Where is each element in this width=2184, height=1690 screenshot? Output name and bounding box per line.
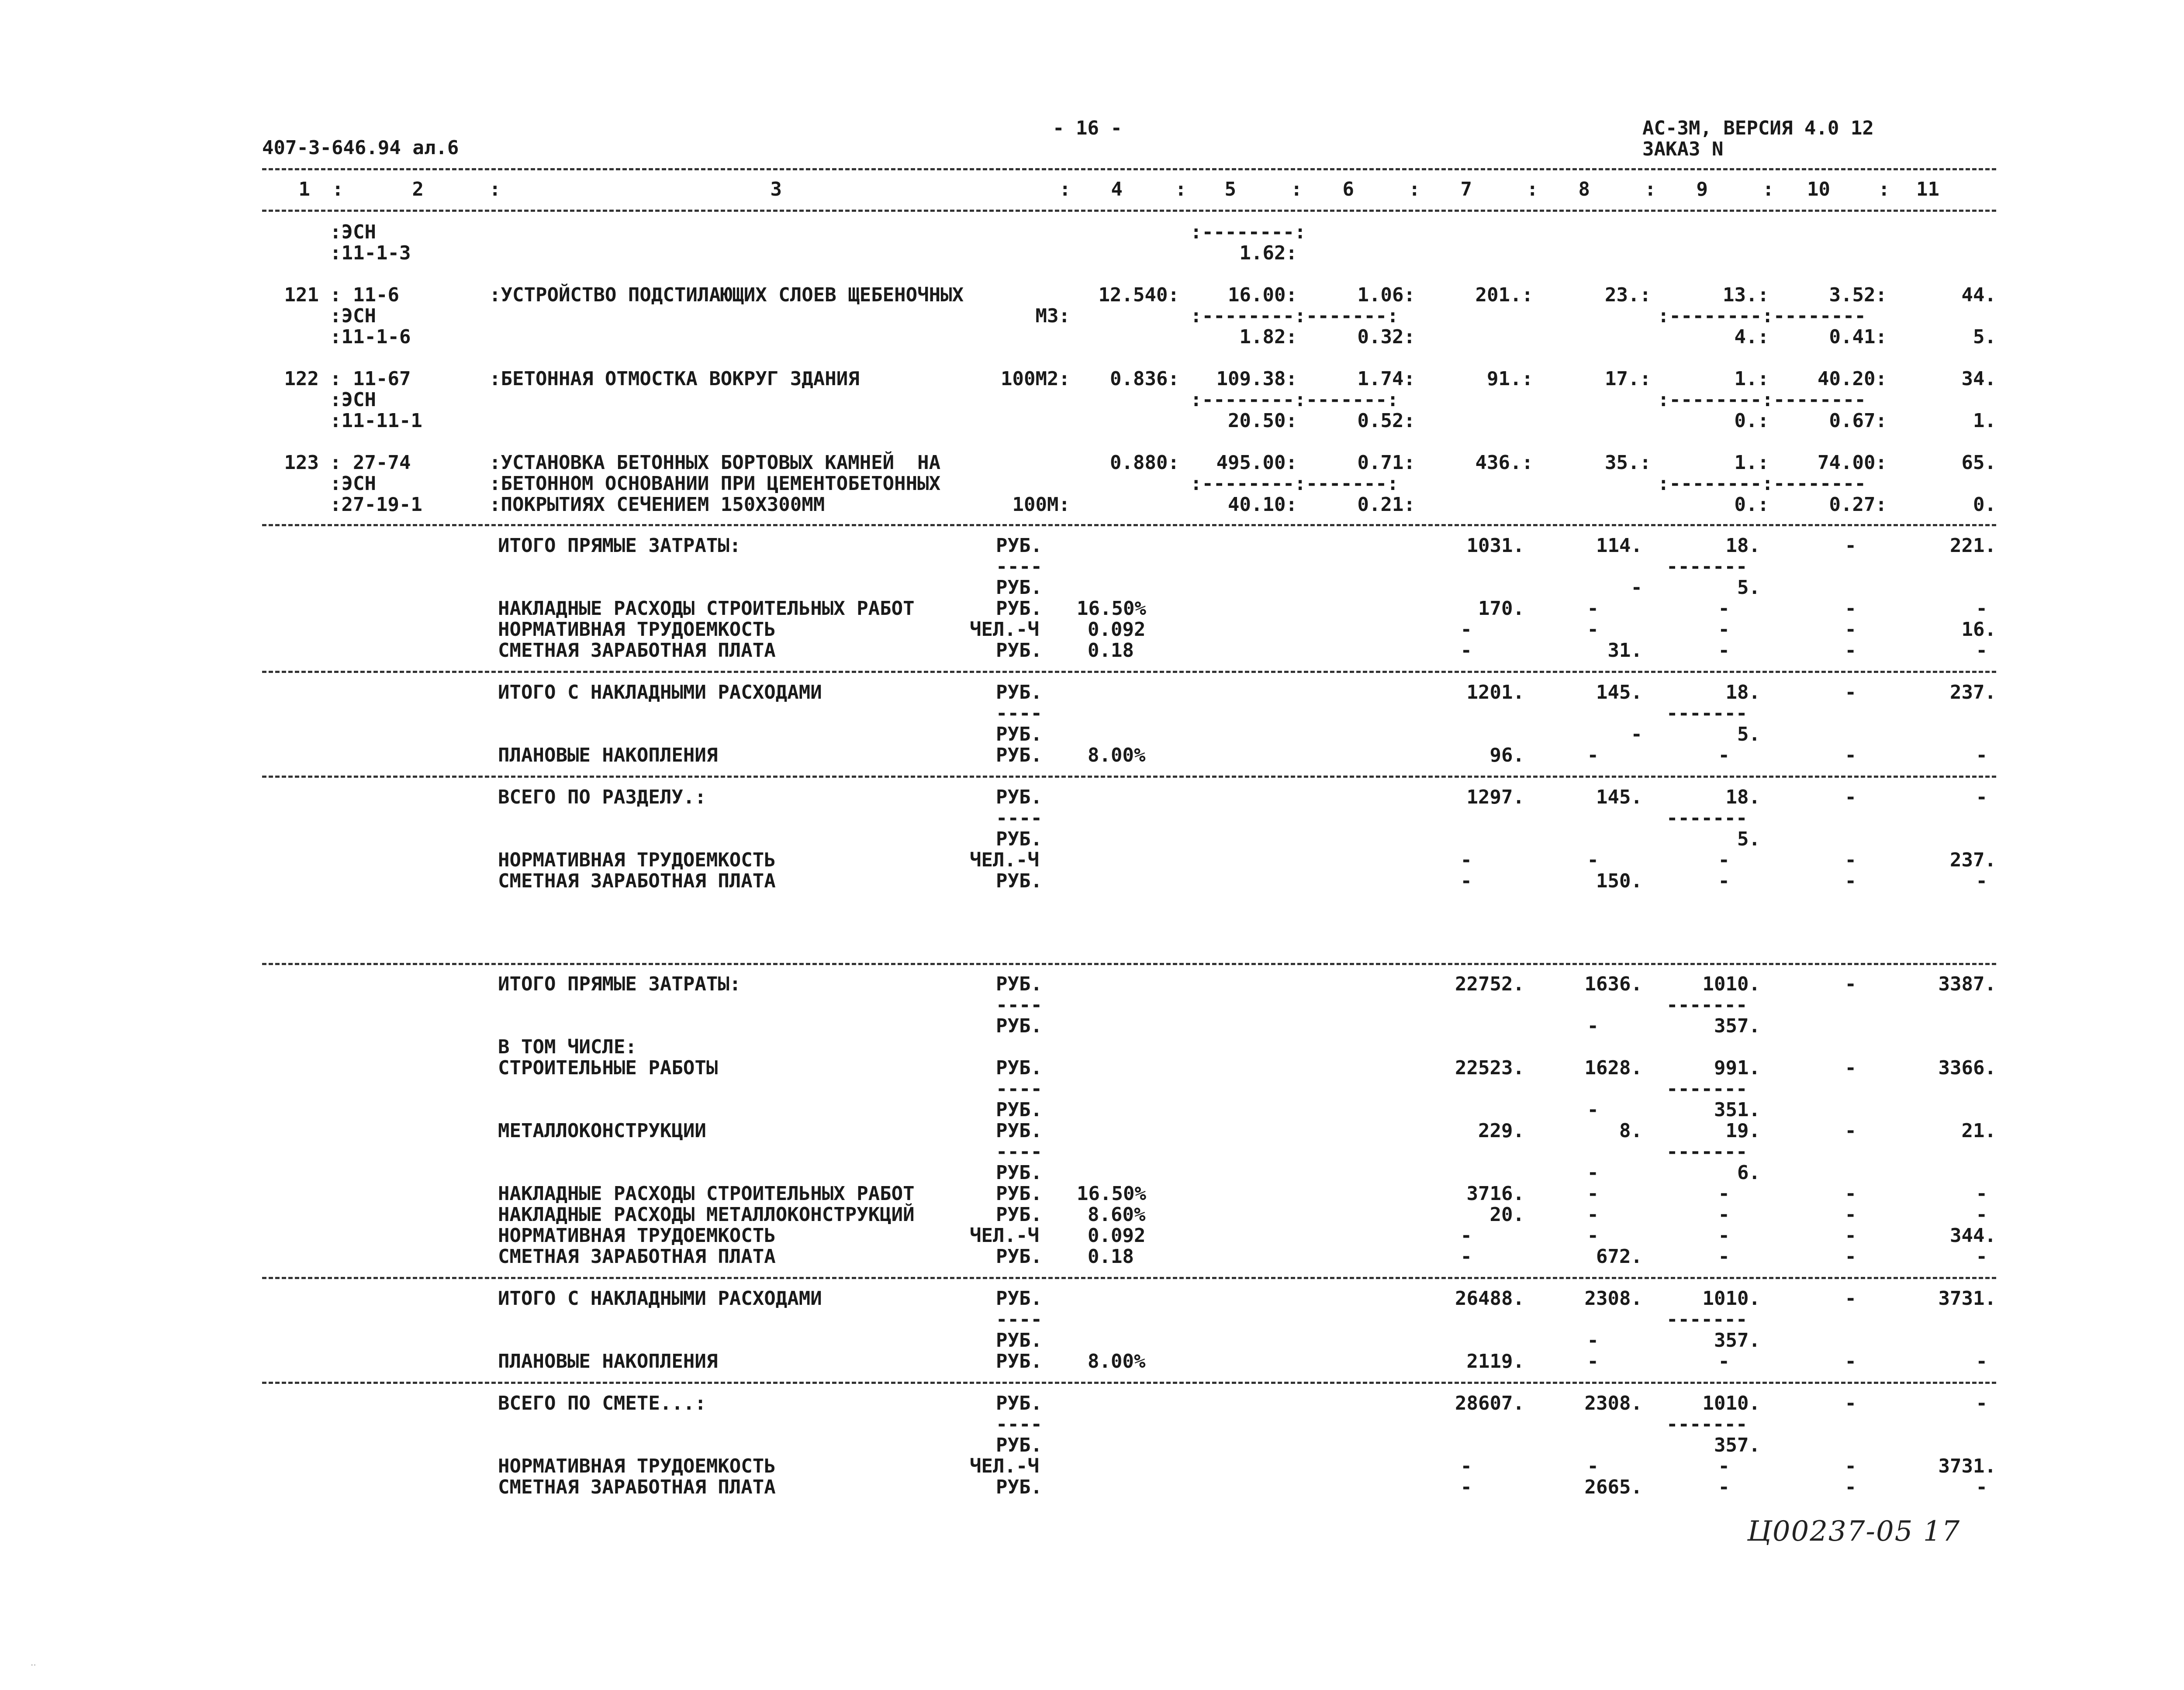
summary-unit: РУБ.	[996, 1162, 1042, 1184]
subtotal-dash: -------	[1666, 807, 1748, 829]
cell-value: -	[1976, 744, 1987, 766]
cell-value: -	[1718, 597, 1730, 620]
summary-label: НОРМАТИВНАЯ ТРУДОЕМКОСТЬ	[498, 1455, 776, 1477]
cell-value: -	[1718, 1183, 1730, 1205]
summary-label: НОРМАТИВНАЯ ТРУДОЕМКОСТЬ	[498, 849, 776, 871]
summary-rate: 0.092	[1088, 618, 1146, 641]
cell-value: -	[1845, 849, 1856, 871]
summary-rate: 0.18	[1088, 639, 1134, 662]
cell-value: -	[1845, 786, 1856, 808]
scan-mark: ..	[31, 1657, 36, 1668]
subtotal-dash: -------	[1666, 1413, 1748, 1435]
summary-unit: РУБ.	[996, 1392, 1042, 1414]
summary-unit: РУБ.	[996, 1057, 1042, 1079]
subtotal-dash: -------	[1666, 1141, 1748, 1163]
summary-label: В ТОМ ЧИСЛЕ:	[498, 1036, 637, 1058]
cell-value: -	[1718, 1204, 1730, 1226]
summary-unit: РУБ.	[996, 1245, 1042, 1268]
cell-value: 1.62:	[1239, 242, 1297, 264]
item-description: :БЕТОННОМ ОСНОВАНИИ ПРИ ЦЕМЕНТОБЕТОННЫХ	[489, 473, 941, 495]
cell-value: -	[1718, 639, 1730, 662]
subtotal-dash: ----	[996, 702, 1042, 724]
summary-rate: 8.00%	[1088, 1350, 1146, 1373]
cell-value: 672.	[1596, 1245, 1642, 1268]
cell-quantity: 0.880:	[1110, 452, 1179, 474]
column-number: 4	[1111, 178, 1123, 200]
cell-value: 0.67:	[1829, 410, 1887, 432]
summary-label: ИТОГО С НАКЛАДНЫМИ РАСХОДАМИ	[498, 1287, 822, 1310]
cell-value: 357.	[1714, 1329, 1760, 1352]
cell-value: 344.	[1950, 1224, 1996, 1247]
cell-value: 0.21:	[1357, 493, 1415, 516]
column-separator: :	[1291, 178, 1303, 200]
summary-unit: РУБ.	[996, 973, 1042, 995]
subtotal-dash: ----	[996, 555, 1042, 578]
cell-value: -	[1718, 870, 1730, 892]
item-description: :БЕТОННАЯ ОТМОСТКА ВОКРУГ ЗДАНИЯ	[489, 368, 860, 390]
summary-label: ИТОГО С НАКЛАДНЫМИ РАСХОДАМИ	[498, 681, 822, 704]
cell-value: -	[1976, 1204, 1987, 1226]
divider	[262, 168, 1996, 170]
order-label: ЗАКАЗ N	[1642, 138, 1724, 160]
summary-unit: РУБ.	[996, 1120, 1042, 1142]
column-separator: :	[1059, 178, 1071, 200]
cell-value: 19.	[1725, 1120, 1760, 1142]
summary-label: НАКЛАДНЫЕ РАСХОДЫ МЕТАЛЛОКОНСТРУКЦИЙ	[498, 1204, 915, 1226]
subtotal-dash: -------	[1666, 555, 1748, 578]
summary-label: ПЛАНОВЫЕ НАКОПЛЕНИЯ	[498, 1350, 718, 1373]
cell-value: 1297.	[1466, 786, 1524, 808]
cell-value: 1031.	[1466, 535, 1524, 557]
cell-value: 20.50:	[1228, 410, 1297, 432]
cell-value: 44.	[1961, 284, 1996, 306]
cell-value: 16.	[1961, 618, 1996, 641]
subtotal-dash: -------	[1666, 1078, 1748, 1100]
cell-value: 0.:	[1734, 493, 1769, 516]
cell-value: 31.	[1607, 639, 1642, 662]
item-unit: 100М2:	[1001, 368, 1070, 390]
cell-value: 13.:	[1723, 284, 1769, 306]
item-code: :11-11-1	[330, 410, 422, 432]
cell-value: 5.	[1737, 828, 1760, 850]
cell-value: -	[1718, 1476, 1730, 1498]
column-number: 6	[1342, 178, 1354, 200]
cell-value: -	[1845, 1287, 1856, 1310]
item-code: :11-1-6	[330, 326, 411, 348]
item-code: : 11-6	[330, 284, 399, 306]
cell-value: -	[1587, 1162, 1599, 1184]
cell-value: 4.:	[1734, 326, 1769, 348]
item-code: :ЭСН	[330, 221, 376, 243]
cell-value: 1.82:	[1239, 326, 1297, 348]
cell-value: -	[1976, 639, 1987, 662]
cell-value: 3731.	[1938, 1287, 1996, 1310]
cell-value: -	[1587, 849, 1599, 871]
cell-value: 237.	[1950, 849, 1996, 871]
cell-value: -	[1845, 870, 1856, 892]
subtotal-dash: :--------:--------	[1658, 473, 1866, 495]
column-number: 2	[412, 178, 424, 200]
summary-unit: РУБ.	[996, 1476, 1042, 1498]
item-number: 123	[284, 452, 319, 474]
column-number: 11	[1916, 178, 1939, 200]
cell-value: 150.	[1596, 870, 1642, 892]
column-separator: :	[1762, 178, 1774, 200]
summary-label: СМЕТНАЯ ЗАРАБОТНАЯ ПЛАТА	[498, 639, 776, 662]
cell-value: -	[1718, 1350, 1730, 1373]
subtotal-dash: ----	[996, 807, 1042, 829]
cell-value: 221.	[1950, 535, 1996, 557]
divider	[262, 524, 1996, 526]
summary-label: НАКЛАДНЫЕ РАСХОДЫ СТРОИТЕЛЬНЫХ РАБОТ	[498, 597, 915, 620]
cell-value: 1628.	[1584, 1057, 1642, 1079]
summary-rate: 8.00%	[1088, 744, 1146, 766]
item-code: :27-19-1	[330, 493, 422, 516]
cell-value: 23.:	[1605, 284, 1651, 306]
cell-quantity: 12.540:	[1098, 284, 1179, 306]
cell-value: 1.:	[1734, 452, 1769, 474]
summary-unit: РУБ.	[996, 1015, 1042, 1037]
item-number: 122	[284, 368, 319, 390]
cell-value: 3.52:	[1829, 284, 1887, 306]
cell-value: -	[1845, 1455, 1856, 1477]
summary-label: МЕТАЛЛОКОНСТРУКЦИИ	[498, 1120, 706, 1142]
subtotal-dash: ----	[996, 1078, 1042, 1100]
item-description: :УСТАНОВКА БЕТОННЫХ БОРТОВЫХ КАМНЕЙ НА	[489, 452, 941, 474]
cell-value: -	[1718, 1245, 1730, 1268]
cell-value: -	[1845, 744, 1856, 766]
cell-value: 145.	[1596, 786, 1642, 808]
cell-value: -	[1587, 1455, 1599, 1477]
summary-unit: РУБ.	[996, 1099, 1042, 1121]
summary-rate: 0.18	[1088, 1245, 1134, 1268]
divider	[262, 671, 1996, 673]
cell-value: -	[1587, 1329, 1599, 1352]
summary-unit: РУБ.	[996, 870, 1042, 892]
summary-rate: 8.60%	[1088, 1204, 1146, 1226]
column-separator: :	[1175, 178, 1187, 200]
cell-value: -	[1587, 1224, 1599, 1247]
divider	[262, 1382, 1996, 1384]
cell-value: -	[1718, 1455, 1730, 1477]
cell-value: -	[1845, 973, 1856, 995]
subtotal-dash: :--------:--------	[1658, 305, 1866, 327]
cell-value: 40.10:	[1228, 493, 1297, 516]
cell-value: -	[1587, 1350, 1599, 1373]
summary-unit: РУБ.	[996, 1287, 1042, 1310]
subtotal-dash: ----	[996, 1141, 1042, 1163]
cell-value: -	[1845, 618, 1856, 641]
item-unit: М3:	[1035, 305, 1070, 327]
cell-value: -	[1976, 1392, 1987, 1414]
cell-value: 5.	[1737, 723, 1760, 745]
cell-value: 65.	[1961, 452, 1996, 474]
cell-value: 26488.	[1455, 1287, 1524, 1310]
cell-value: 0.52:	[1357, 410, 1415, 432]
item-code: :ЭСН	[330, 473, 376, 495]
cell-value: -	[1845, 1476, 1856, 1498]
cell-value: 8.	[1619, 1120, 1642, 1142]
cell-value: -	[1845, 535, 1856, 557]
column-separator: :	[489, 178, 501, 200]
cell-value: 18.	[1725, 681, 1760, 704]
cell-value: 2665.	[1584, 1476, 1642, 1498]
cell-value: -	[1845, 1183, 1856, 1205]
summary-rate: 16.50%	[1077, 597, 1146, 620]
divider	[262, 1277, 1996, 1279]
cell-value: 1636.	[1584, 973, 1642, 995]
page-number: - 16 -	[1053, 117, 1122, 139]
cell-value: -	[1631, 723, 1642, 745]
cell-value: 1.	[1973, 410, 1996, 432]
cell-value: 145.	[1596, 681, 1642, 704]
cell-value: 2308.	[1584, 1392, 1642, 1414]
cell-value: 237.	[1950, 681, 1996, 704]
cell-value: 0.	[1973, 493, 1996, 516]
summary-label: НОРМАТИВНАЯ ТРУДОЕМКОСТЬ	[498, 1224, 776, 1247]
summary-unit: РУБ.	[996, 828, 1042, 850]
item-code: : 27-74	[330, 452, 411, 474]
cell-value: -	[1460, 1455, 1472, 1477]
cell-value: 1010.	[1702, 973, 1760, 995]
subtotal-dash: -------	[1666, 1308, 1748, 1331]
cell-value: -	[1845, 1245, 1856, 1268]
item-code: :ЭСН	[330, 389, 376, 411]
cell-value: -	[1718, 1224, 1730, 1247]
cell-value: -	[1845, 1057, 1856, 1079]
summary-rate: 0.092	[1088, 1224, 1146, 1247]
item-description: :УСТРОЙСТВО ПОДСТИЛАЮЩИХ СЛОЕВ ЩЕБЕНОЧНЫХ	[489, 284, 964, 306]
cell-value: 5.	[1737, 576, 1760, 599]
cell-value: 1.74:	[1357, 368, 1415, 390]
cell-value: 20.	[1489, 1204, 1524, 1226]
column-number: 10	[1807, 178, 1830, 200]
cell-value: -	[1976, 1350, 1987, 1373]
cell-value: 74.00:	[1818, 452, 1887, 474]
summary-unit: РУБ.	[996, 597, 1042, 620]
summary-label: ВСЕГО ПО СМЕТЕ...:	[498, 1392, 706, 1414]
cell-value: -	[1460, 1245, 1472, 1268]
cell-value: 1010.	[1702, 1392, 1760, 1414]
cell-value: 2119.	[1466, 1350, 1524, 1373]
cell-value: 3366.	[1938, 1057, 1996, 1079]
item-unit: 100М:	[1012, 493, 1070, 516]
cell-value: 28607.	[1455, 1392, 1524, 1414]
summary-unit: ЧЕЛ.-Ч	[970, 849, 1039, 871]
column-number: 3	[770, 178, 782, 200]
cell-value: -	[1976, 1183, 1987, 1205]
cell-value: 18.	[1725, 786, 1760, 808]
cell-value: -	[1460, 1476, 1472, 1498]
summary-label: СМЕТНАЯ ЗАРАБОТНАЯ ПЛАТА	[498, 1476, 776, 1498]
summary-unit: РУБ.	[996, 1434, 1042, 1456]
cell-value: 2308.	[1584, 1287, 1642, 1310]
summary-unit: РУБ.	[996, 786, 1042, 808]
cell-value: -	[1587, 744, 1599, 766]
summary-unit: РУБ.	[996, 1204, 1042, 1226]
cell-value: 17.:	[1605, 368, 1651, 390]
cell-value: 0.71:	[1357, 452, 1415, 474]
cell-value: 5.	[1973, 326, 1996, 348]
column-separator: :	[1878, 178, 1890, 200]
cell-value: -	[1845, 1392, 1856, 1414]
summary-unit: РУБ.	[996, 535, 1042, 557]
subtotal-dash: :--------:-------:	[1190, 389, 1399, 411]
divider	[262, 963, 1996, 965]
subtotal-dash: :--------:-------:	[1190, 473, 1399, 495]
column-number: 7	[1460, 178, 1472, 200]
cell-value: -	[1976, 1245, 1987, 1268]
cell-value: -	[1845, 1204, 1856, 1226]
cell-value: -	[1587, 1183, 1599, 1205]
cell-value: -	[1845, 597, 1856, 620]
cell-value: -	[1718, 744, 1730, 766]
summary-label: ПЛАНОВЫЕ НАКОПЛЕНИЯ	[498, 744, 718, 766]
cell-value: -	[1587, 1099, 1599, 1121]
cell-quantity: 0.836:	[1110, 368, 1179, 390]
cell-value: 109.38:	[1216, 368, 1297, 390]
cell-value: -	[1976, 786, 1987, 808]
cell-value: 6.	[1737, 1162, 1760, 1184]
cell-value: 1.06:	[1357, 284, 1415, 306]
summary-unit: РУБ.	[996, 576, 1042, 599]
summary-rate: 16.50%	[1077, 1183, 1146, 1205]
summary-unit: РУБ.	[996, 1183, 1042, 1205]
cell-value: 357.	[1714, 1434, 1760, 1456]
summary-unit: РУБ.	[996, 1329, 1042, 1352]
cell-value: 3731.	[1938, 1455, 1996, 1477]
cell-value: -	[1460, 849, 1472, 871]
column-separator: :	[332, 178, 344, 200]
cell-value: 35.:	[1605, 452, 1651, 474]
summary-label: ИТОГО ПРЯМЫЕ ЗАТРАТЫ:	[498, 973, 741, 995]
subtotal-dash: -------	[1666, 994, 1748, 1016]
summary-unit: РУБ.	[996, 681, 1042, 704]
column-number: 9	[1696, 178, 1708, 200]
divider	[262, 776, 1996, 778]
cell-value: -	[1631, 576, 1642, 599]
summary-label: НАКЛАДНЫЕ РАСХОДЫ СТРОИТЕЛЬНЫХ РАБОТ	[498, 1183, 915, 1205]
summary-label: СМЕТНАЯ ЗАРАБОТНАЯ ПЛАТА	[498, 1245, 776, 1268]
item-code: : 11-67	[330, 368, 411, 390]
summary-unit: ЧЕЛ.-Ч	[970, 618, 1039, 641]
cell-value: 40.20:	[1818, 368, 1887, 390]
summary-unit: РУБ.	[996, 744, 1042, 766]
cell-value: 91.:	[1487, 368, 1533, 390]
cell-value: -	[1460, 870, 1472, 892]
cell-value: -	[1460, 1224, 1472, 1247]
item-code: :ЭСН	[330, 305, 376, 327]
summary-label: НОРМАТИВНАЯ ТРУДОЕМКОСТЬ	[498, 618, 776, 641]
cell-value: -	[1718, 849, 1730, 871]
cell-value: -	[1845, 681, 1856, 704]
subtotal-dash: -------	[1666, 702, 1748, 724]
cell-value: -	[1976, 597, 1987, 620]
cell-value: 96.	[1489, 744, 1524, 766]
cell-value: 1201.	[1466, 681, 1524, 704]
cell-value: 34.	[1961, 368, 1996, 390]
cell-value: 21.	[1961, 1120, 1996, 1142]
subtotal-dash: ----	[996, 1308, 1042, 1331]
summary-unit: РУБ.	[996, 1350, 1042, 1373]
cell-value: -	[1845, 639, 1856, 662]
cell-value: -	[1587, 1204, 1599, 1226]
cell-value: 0.:	[1734, 410, 1769, 432]
cell-value: -	[1845, 1120, 1856, 1142]
cell-value: -	[1976, 870, 1987, 892]
cell-value: 3387.	[1938, 973, 1996, 995]
cell-value: -	[1587, 597, 1599, 620]
summary-unit: ЧЕЛ.-Ч	[970, 1455, 1039, 1477]
cell-value: 0.41:	[1829, 326, 1887, 348]
cell-value: 357.	[1714, 1015, 1760, 1037]
cell-value: 0.32:	[1357, 326, 1415, 348]
column-number: 8	[1578, 178, 1590, 200]
summary-label: ИТОГО ПРЯМЫЕ ЗАТРАТЫ:	[498, 535, 741, 557]
cell-value: 18.	[1725, 535, 1760, 557]
summary-unit: РУБ.	[996, 723, 1042, 745]
cell-value: 436.:	[1475, 452, 1533, 474]
cell-value: 991.	[1714, 1057, 1760, 1079]
cell-value: -	[1587, 1015, 1599, 1037]
cell-value: 229.	[1478, 1120, 1524, 1142]
cell-value: 0.27:	[1829, 493, 1887, 516]
subtotal-dash: :--------:--------	[1658, 389, 1866, 411]
cell-value: -	[1587, 618, 1599, 641]
cell-value: 1.:	[1734, 368, 1769, 390]
cell-value: 114.	[1596, 535, 1642, 557]
cell-value: -	[1976, 1476, 1987, 1498]
cell-value: -	[1845, 1350, 1856, 1373]
summary-label: СТРОИТЕЛЬНЫЕ РАБОТЫ	[498, 1057, 718, 1079]
subtotal-dash: ----	[996, 994, 1042, 1016]
column-number: 1	[298, 178, 310, 200]
column-separator: :	[1409, 178, 1420, 200]
subtotal-dash: :--------:-------:	[1190, 305, 1399, 327]
summary-label: ВСЕГО ПО РАЗДЕЛУ.:	[498, 786, 706, 808]
cell-value: 22523.	[1455, 1057, 1524, 1079]
cell-value: 495.00:	[1216, 452, 1297, 474]
cell-value: 201.:	[1475, 284, 1533, 306]
summary-label: СМЕТНАЯ ЗАРАБОТНАЯ ПЛАТА	[498, 870, 776, 892]
cell-value: -	[1460, 639, 1472, 662]
item-code: :11-1-3	[330, 242, 411, 264]
program-version: АС-3М, ВЕРСИЯ 4.0 12	[1642, 117, 1874, 139]
divider	[262, 210, 1996, 212]
cell-value: -	[1845, 1224, 1856, 1247]
column-separator: :	[1645, 178, 1656, 200]
summary-unit: ЧЕЛ.-Ч	[970, 1224, 1039, 1247]
cell-value: 1010.	[1702, 1287, 1760, 1310]
subtotal-dash: :--------:	[1190, 221, 1306, 243]
item-description: :ПОКРЫТИЯХ СЕЧЕНИЕМ 150Х300ММ	[489, 493, 825, 516]
column-separator: :	[1527, 178, 1538, 200]
item-number: 121	[284, 284, 319, 306]
subtotal-dash: ----	[996, 1413, 1042, 1435]
cell-value: -	[1718, 618, 1730, 641]
cell-value: 16.00:	[1228, 284, 1297, 306]
doc-code: 407-3-646.94 ал.6	[262, 137, 459, 159]
handwritten-signature: Ц00237-05 17	[1747, 1515, 1961, 1548]
column-number: 5	[1224, 178, 1236, 200]
cell-value: 351.	[1714, 1099, 1760, 1121]
cell-value: 3716.	[1466, 1183, 1524, 1205]
cell-value: 170.	[1478, 597, 1524, 620]
cell-value: 22752.	[1455, 973, 1524, 995]
cell-value: -	[1460, 618, 1472, 641]
summary-unit: РУБ.	[996, 639, 1042, 662]
